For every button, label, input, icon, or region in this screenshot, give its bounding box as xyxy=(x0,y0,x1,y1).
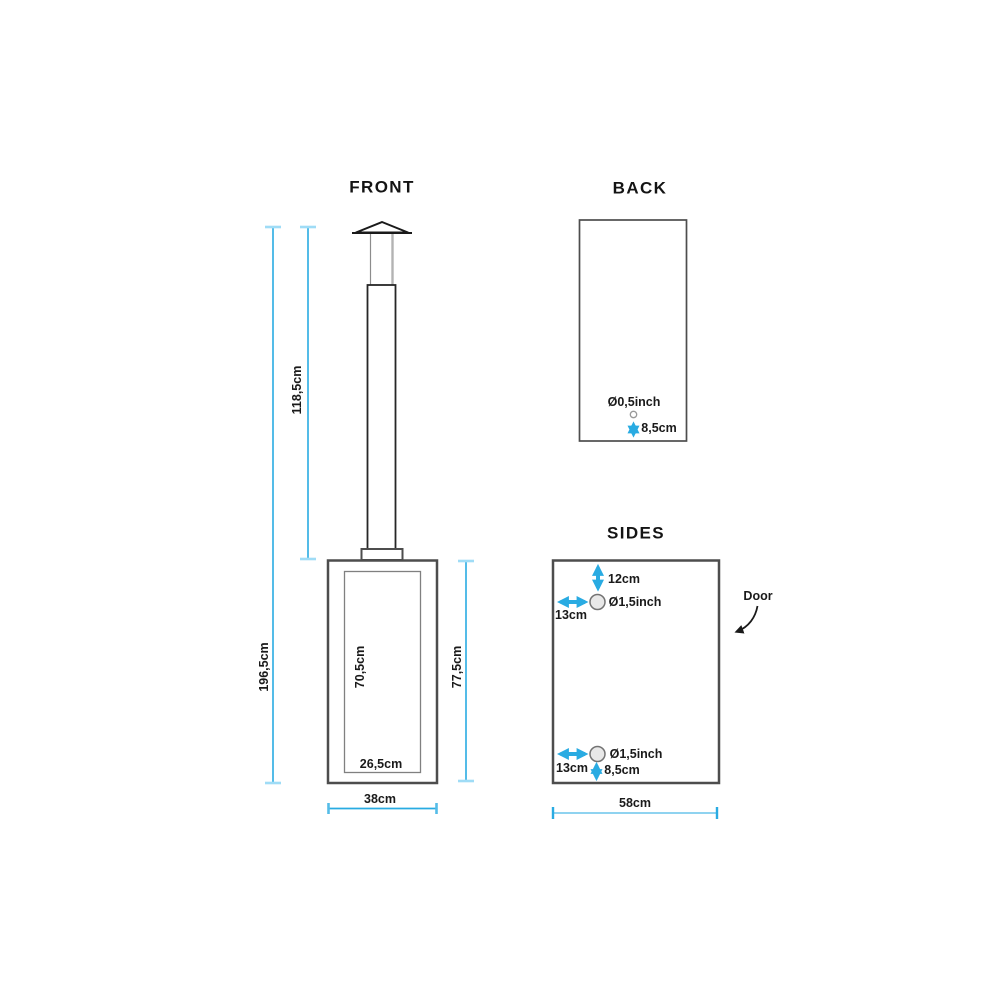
side-hole-top xyxy=(590,595,605,610)
inner-width-label: 26,5cm xyxy=(359,756,403,771)
top-hole-diameter-label: Ø1,5inch xyxy=(608,594,662,609)
bottom-side-offset-label: 13cm xyxy=(556,760,588,775)
side-hole-bottom xyxy=(590,747,605,762)
back-view-title: BACK xyxy=(612,178,668,198)
front-view-title: FRONT xyxy=(349,177,415,197)
top-offset-label: 12cm xyxy=(608,571,640,586)
depth-label: 58cm xyxy=(619,795,651,810)
back-hole xyxy=(630,411,636,417)
total-height-label: 196,5cm xyxy=(256,642,271,692)
back-hole-offset-label: 8,5cm xyxy=(641,420,677,435)
pipe-collar xyxy=(362,549,403,560)
flue-pipe xyxy=(368,285,396,549)
front-view-drawing xyxy=(328,222,437,783)
door-label: Door xyxy=(743,588,773,603)
top-side-offset-label: 13cm xyxy=(555,607,587,622)
back-hole-diameter-label: Ø0,5inch xyxy=(607,394,661,409)
sides-view-title: SIDES xyxy=(606,523,666,543)
body-height-label: 77,5cm xyxy=(449,645,464,689)
bottom-hole-diameter-label: Ø1,5inch xyxy=(609,746,663,761)
body-width-label: 38cm xyxy=(364,791,396,806)
chimney-cap xyxy=(356,222,408,233)
door-arrow xyxy=(737,606,758,632)
bottom-offset-label: 8,5cm xyxy=(604,762,640,777)
inner-height-label: 70,5cm xyxy=(352,645,367,689)
pipe-height-label: 118,5cm xyxy=(289,365,304,415)
